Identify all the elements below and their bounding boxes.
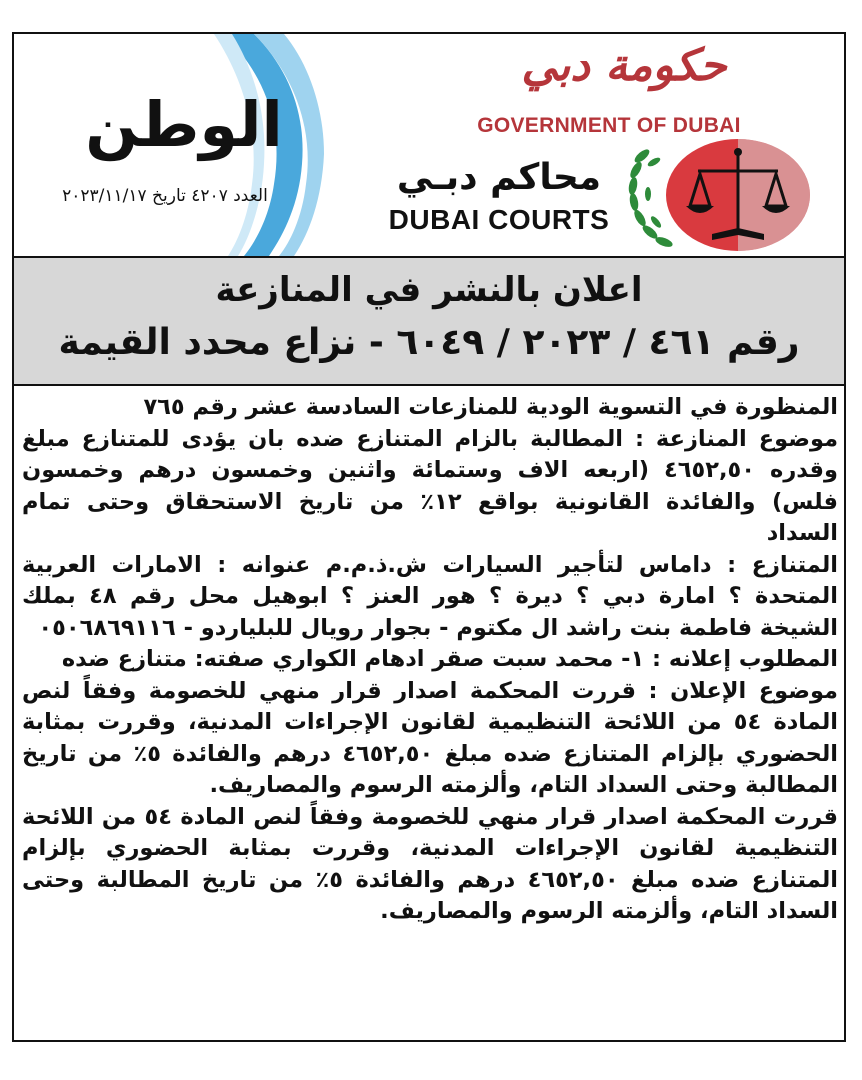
notice-paragraph: المطلوب إعلانه : ١- محمد سبت صقر ادهام الكواري صفته: متنازع ضده	[61, 646, 838, 672]
notice-paragraph: المنظورة في التسوية الودية للمنازعات السادسة عشر رقم ٧٦٥	[143, 394, 838, 420]
government-name-arabic: حكومة دبي	[521, 40, 727, 91]
dubai-courts-emblem	[620, 136, 820, 254]
issue-number-date: العدد ٤٢٠٧ تاريخ ٢٠٢٣/١١/١٧	[62, 186, 268, 206]
notice-paragraph: موضوع المنازعة : المطالبة بالزام المتنازع ضده بان يؤدى للمتنازع مبلغ وقدره ٤٦٥٢,٥٠ (اربعه الاف وستمائة واثنين وخمسون درهم وخمسون فلس) والفائدة القانونية بواقع ١٢٪ من تاريخ الاستحقاق وحتى تمام السداد	[22, 425, 838, 546]
notice-paragraph: موضوع الإعلان : قررت المحكمة اصدار قرار منهي للخصومة وفقاً لنص المادة ٥٤ من اللائحة التنظيمية لقانون الإجراءات المدنية، وقررت بمثابة الحضوري بإلزام المتنازع ضده مبلغ ٤٦٥٢,٥٠ درهم والفائدة ٥٪ من تاريخ المطالبة وحتى السداد التام، وألزمته الرسوم والمصاريف.	[22, 677, 839, 798]
notice-body	[22, 392, 838, 928]
courts-name-arabic: محاكم دبـي	[396, 157, 602, 198]
notice-paragraph: المتنازع : داماس لتأجير السيارات ش.ذ.م.م عنوانه : الامارات العربية المتحدة ؟ امارة دبي ؟ ديرة ؟ هور العنز ؟ ابوهيل محل رقم ٤٨ بملك الشيخة فاطمة بنت راشد ال مكتوم - بجوار رويال للبلياردو - ٠٥٠٦٨٦٩١١٦	[22, 551, 838, 641]
masthead	[14, 34, 844, 256]
newspaper-name: الوطن	[85, 88, 283, 161]
government-name-english: GOVERNMENT OF DUBAI	[477, 114, 741, 137]
notice-case-number: رقم ٤٦١ / ٢٠٢٣ / ٦٠٤٩ - نزاع محدد القيمة	[58, 322, 800, 363]
notice-frame	[12, 32, 846, 1042]
courts-name-english: DUBAI COURTS	[388, 204, 610, 235]
notice-title: اعلان بالنشر في المنازعة	[215, 270, 643, 310]
notice-paragraph: قررت المحكمة اصدار قرار منهي للخصومة وفقاً لنص المادة ٥٤ من اللائحة التنظيمية لقانون الإجراءات المدنية، وقررت بمثابة الحضوري بإلزام المتنازع ضده مبلغ ٤٦٥٢,٥٠ درهم والفائدة ٥٪ من تاريخ المطالبة وحتى السداد التام، وألزمته الرسوم والمصاريف.	[22, 803, 838, 924]
notice-title-band	[14, 256, 844, 386]
